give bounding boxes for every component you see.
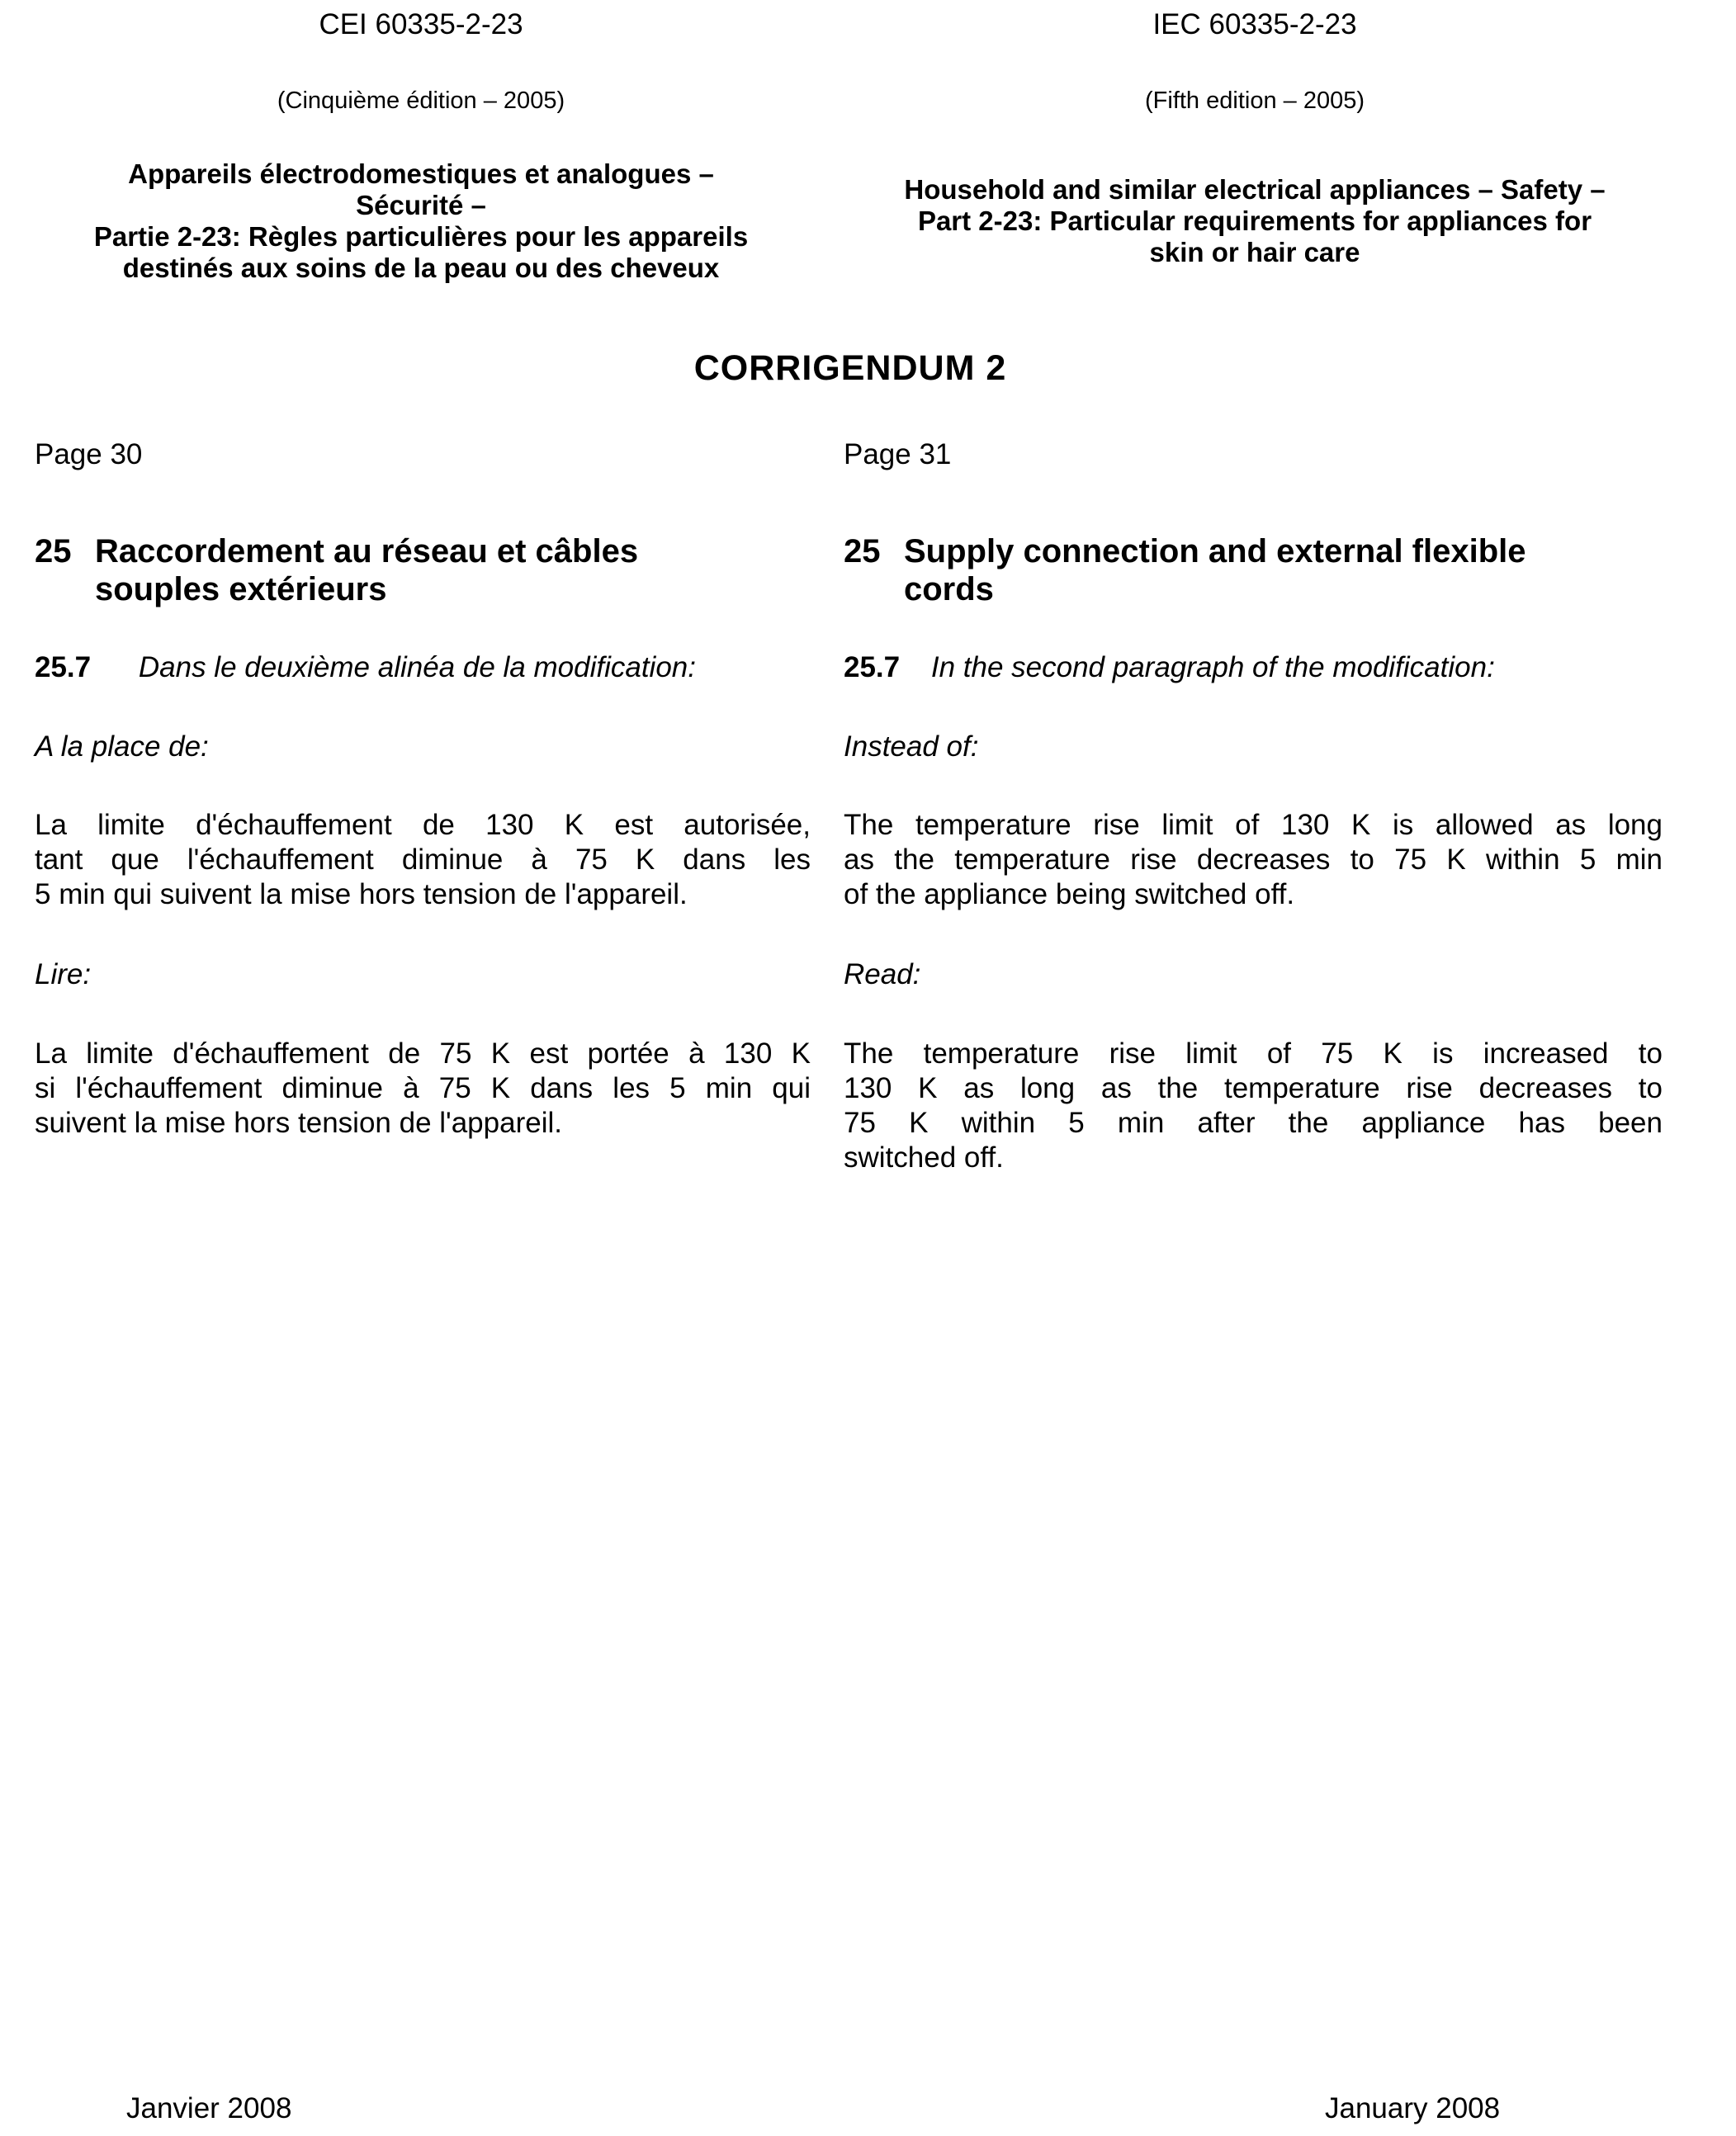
clause-title-line: cords: [904, 571, 994, 607]
title-line: Part 2-23: Particular requirements for appliances for: [917, 206, 1592, 236]
edition-en: (Fifth edition – 2005): [1145, 87, 1365, 114]
page-ref-fr: Page 30: [35, 438, 143, 470]
subclause-text: Dans le deuxième alinéa de la modification:: [138, 651, 696, 683]
paragraph-line: as the temperature rise decreases to 75 K within 5 min: [844, 844, 1663, 876]
paragraph-line: 75 K within 5 min after the appliance has been: [844, 1107, 1663, 1139]
document-title-en: [842, 174, 1667, 268]
footer-date-fr: Janvier 2008: [126, 2092, 292, 2124]
title-line: destinés aux soins de la peau ou des cheveux: [122, 253, 720, 283]
paragraph-line: 5 min qui suivent la mise hors tension de l'appareil.: [35, 878, 688, 910]
instead-label-fr: A la place de:: [35, 730, 209, 763]
read-label-en: Read:: [844, 958, 921, 990]
paragraph-line: La limite d'échauffement de 75 K est portée à 130 K: [35, 1037, 811, 1070]
paragraph-line: The temperature rise limit of 130 K is allowed as long: [844, 809, 1663, 841]
paragraph-line: of the appliance being switched off.: [844, 878, 1295, 910]
standard-number-en: IEC 60335-2-23: [1152, 8, 1357, 40]
title-line: Appareils électrodomestiques et analogues –: [128, 158, 714, 189]
subclause-fr: [35, 650, 827, 685]
read-label-fr: Lire:: [35, 958, 92, 990]
paragraph-line: The temperature rise limit of 75 K is increased to: [844, 1037, 1663, 1070]
paragraph-line: switched off.: [844, 1141, 1004, 1174]
clause-number: 25: [35, 533, 72, 569]
title-line: Sécurité –: [356, 190, 486, 220]
clause-title: [95, 532, 638, 608]
clause-title-line: souples extérieurs: [95, 571, 387, 607]
subclause-number: 25.7: [35, 651, 92, 683]
instead-label-en: Instead of:: [844, 730, 979, 763]
corrigendum-heading: CORRIGENDUM 2: [693, 348, 1007, 388]
subclause-number: 25.7: [844, 651, 901, 683]
page-ref-en: Page 31: [844, 438, 952, 470]
title-line: Partie 2-23: Règles particulières pour les appareils: [93, 221, 749, 252]
clause-title-line: Supply connection and external flexible: [904, 533, 1526, 569]
clause-number: 25: [844, 533, 881, 569]
clause-heading-en: [844, 532, 1669, 612]
read-paragraph-en: [844, 1037, 1663, 1175]
clause-title: [904, 532, 1526, 608]
clause-heading-fr: [35, 532, 819, 612]
instead-paragraph-en: [844, 808, 1663, 912]
edition-fr: (Cinquième édition – 2005): [277, 87, 565, 114]
paragraph-line: suivent la mise hors tension de l'appareil.: [35, 1107, 562, 1139]
standard-number-fr: CEI 60335-2-23: [319, 8, 523, 40]
subclause-text: In the second paragraph of the modification:: [930, 651, 1495, 683]
footer-date-en: January 2008: [1325, 2092, 1501, 2124]
document-title-fr: [33, 158, 809, 284]
paragraph-line: 130 K as long as the temperature rise decreases to: [844, 1072, 1663, 1104]
paragraph-line: si l'échauffement diminue à 75 K dans les 5 min qui: [35, 1072, 811, 1104]
paragraph-line: tant que l'échauffement diminue à 75 K dans les: [35, 844, 811, 876]
clause-title-line: Raccordement au réseau et câbles: [95, 533, 639, 569]
paragraph-line: La limite d'échauffement de 130 K est autorisée,: [35, 809, 811, 841]
read-paragraph-fr: [35, 1037, 811, 1141]
instead-paragraph-fr: [35, 808, 811, 912]
subclause-en: [844, 650, 1669, 685]
title-line: Household and similar electrical appliances – Safety –: [904, 174, 1606, 205]
title-line: skin or hair care: [1149, 237, 1360, 267]
